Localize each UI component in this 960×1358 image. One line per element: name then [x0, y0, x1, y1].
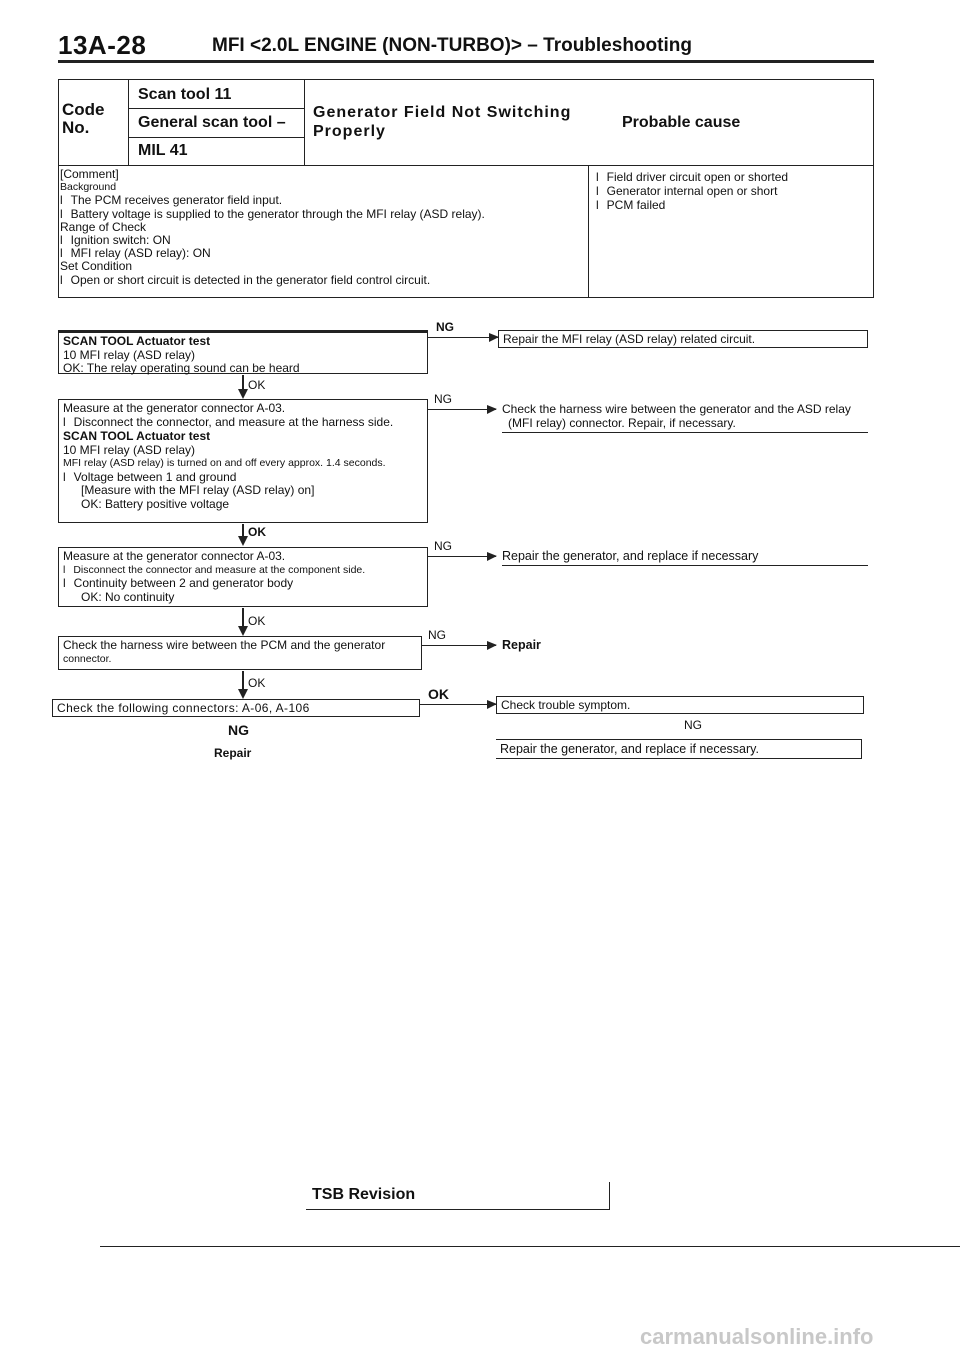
step6-ng-label: NG — [684, 718, 702, 732]
step3-line-1: Measure at the generator connector A-03. — [63, 549, 286, 563]
step1-line-2: OK: The relay operating sound can be heard — [63, 361, 300, 375]
step2-result-line-1: Check the harness wire between the generator and the ASD relay — [502, 402, 851, 416]
step2-box — [58, 399, 428, 523]
page-number: 13A-28 — [58, 30, 147, 60]
step3-line-2: OK: No continuity — [81, 589, 175, 604]
step1-ok-label: OK — [248, 378, 266, 392]
range-item-2: l MFI relay (ASD relay): ON — [60, 247, 584, 260]
step2-title: SCAN TOOL Actuator test — [63, 429, 211, 443]
step1-box — [58, 330, 428, 374]
step5-result-text: Check trouble symptom. — [501, 698, 631, 712]
footer-rule — [100, 1246, 960, 1247]
code-col-divider — [128, 79, 129, 165]
step2-ng-arrow — [428, 409, 496, 410]
step4-ok-label: OK — [248, 676, 266, 690]
step5-box — [52, 699, 420, 717]
bg-item-1: l The PCM receives generator field input. — [60, 194, 584, 207]
step6-result: Repair the generator, and replace if necessary. — [496, 739, 862, 759]
cause-item-2: l Generator internal open or short — [596, 184, 788, 198]
header-rule — [58, 60, 874, 63]
step3-ok-arrow — [242, 608, 244, 634]
step3-bullet-2: l Continuity between 2 and generator body — [63, 577, 423, 591]
step3-box — [58, 547, 428, 607]
step2-line-3: MFI relay (ASD relay) is turned on and off every approx. 1.4 seconds. — [63, 457, 386, 469]
step4-ng-arrow — [422, 645, 496, 646]
step2-line-2: 10 MFI relay (ASD relay) — [63, 442, 196, 457]
step4-ng-label: NG — [428, 628, 446, 642]
step2-result — [502, 402, 868, 433]
step4-result: Repair — [502, 638, 541, 652]
probable-cause-label: Probable cause — [622, 114, 741, 131]
step5-result-box — [496, 696, 864, 714]
code-description: Generator Field Not Switching Properly — [313, 104, 572, 140]
step2-ng-label: NG — [434, 392, 452, 406]
step1-result-text: Repair the MFI relay (ASD relay) related circuit. — [503, 332, 756, 346]
step4-box — [58, 636, 422, 670]
set-item-1: l Open or short circuit is detected in the generator field control circuit. — [60, 274, 584, 287]
cause-item-1: l Field driver circuit open or shorted — [596, 170, 788, 184]
step2-bullet-2: l Voltage between 1 and ground — [63, 471, 423, 485]
step1-ok-arrow — [242, 375, 244, 397]
step5-ok-label: OK — [428, 686, 449, 702]
page-title: MFI <2.0L ENGINE (NON-TURBO)> – Troubleshooting — [212, 35, 692, 56]
step3-bullet-1: l Disconnect the connector and measure at the component side. — [63, 564, 423, 578]
bg-item-2: l Battery voltage is supplied to the generator through the MFI relay (ASD relay). — [60, 208, 584, 221]
background-heading: Background — [60, 181, 117, 194]
step5-line-1: Check the following connectors: A-06, A-106 — [57, 701, 310, 715]
step2-ok-label: OK — [248, 525, 266, 539]
probable-cause-list — [596, 170, 788, 212]
comment-heading: [Comment] — [60, 167, 119, 181]
range-heading: Range of Check — [60, 219, 147, 234]
step2-line-4: [Measure with the MFI relay (ASD relay) on] — [81, 483, 315, 497]
step1-title: SCAN TOOL Actuator test — [63, 334, 211, 348]
comment-section — [60, 168, 584, 287]
tsb-revision-box — [306, 1182, 610, 1210]
scan-tool-code: Scan tool 11 — [138, 86, 232, 103]
general-scan-tool: General scan tool – — [138, 114, 286, 131]
code-no-label: Code No. — [62, 100, 105, 137]
code-table-mid-rule — [58, 165, 874, 166]
step2-bullet-1: l Disconnect the connector, and measure at the harness side. — [63, 416, 423, 430]
step4-line-2: connector. — [63, 652, 112, 665]
code-row-rule-1 — [128, 108, 304, 109]
tsb-revision-label: TSB Revision — [312, 1186, 416, 1203]
step5-repair-label: Repair — [214, 746, 252, 760]
set-heading: Set Condition — [60, 259, 133, 274]
step1-result-box — [498, 330, 868, 348]
step2-line-1: Measure at the generator connector A-03. — [63, 401, 286, 415]
cause-item-3: l PCM failed — [596, 198, 788, 212]
step5-ng-label: NG — [228, 722, 249, 738]
desc-col-divider — [304, 79, 305, 165]
code-row-rule-2 — [128, 137, 304, 138]
step4-ok-arrow — [242, 671, 244, 697]
step3-ng-arrow — [428, 556, 496, 557]
step3-ok-label: OK — [248, 614, 266, 628]
step1-ng-label: NG — [436, 320, 454, 334]
step3-result: Repair the generator, and replace if necessary — [502, 549, 868, 566]
step2-ok-arrow — [242, 524, 244, 544]
step5-ok-arrow — [420, 704, 496, 705]
step2-line-5: OK: Battery positive voltage — [81, 496, 230, 511]
step2-result-line-2: (MFI relay) connector. Repair, if necessary. — [508, 416, 736, 430]
step1-line-1: 10 MFI relay (ASD relay) — [63, 347, 196, 362]
step4-line-1: Check the harness wire between the PCM and the generator — [63, 638, 386, 652]
watermark: carmanualsonline.info — [640, 1324, 874, 1349]
cause-col-divider — [588, 165, 589, 298]
step3-ng-label: NG — [434, 539, 452, 553]
step1-ng-arrow — [428, 337, 498, 338]
mil-code: MIL 41 — [138, 142, 188, 159]
range-item-1: l Ignition switch: ON — [60, 234, 584, 247]
